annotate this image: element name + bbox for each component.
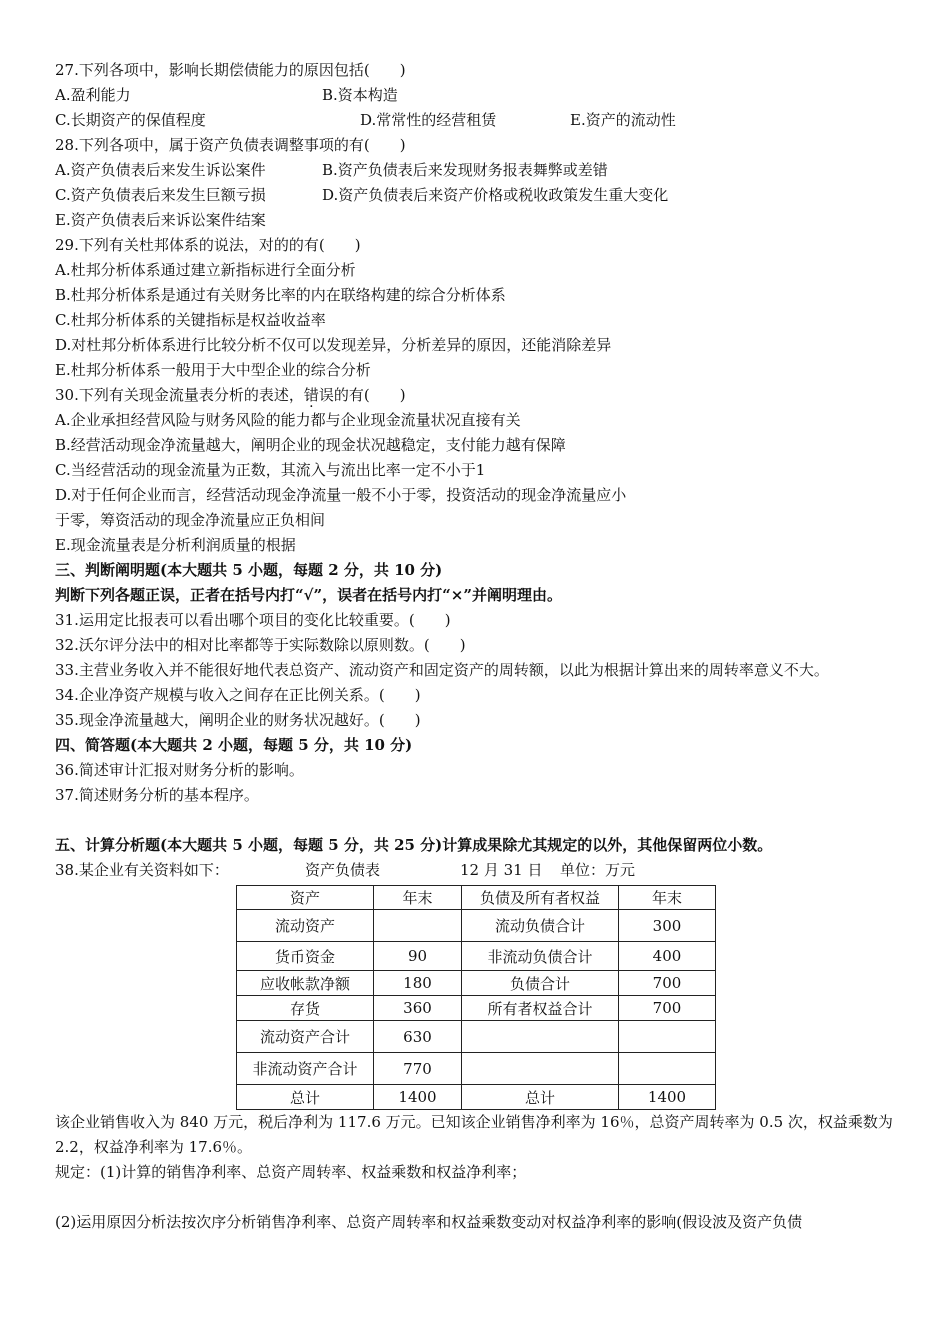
- table-cell: 存货: [237, 996, 374, 1021]
- table-row: [237, 910, 716, 942]
- table-cell: [619, 1021, 716, 1053]
- q30-stem-emphasis: 错: [303, 386, 319, 404]
- table-cell: 630: [374, 1021, 462, 1053]
- section4-title: 四、简答题(本大题共 2 小题，每题 5 分，共 10 分): [55, 736, 413, 754]
- q27-options-row2: [55, 108, 900, 133]
- table-cell: 770: [374, 1053, 462, 1085]
- q35: 35.现金净流量越大，阐明企业的财务状况越好。( ): [55, 711, 421, 729]
- q29-option-b: B.杜邦分析体系是通过有关财务比率的内在联络构建的综合分析体系: [55, 286, 506, 304]
- q28-options-row1: [55, 158, 900, 183]
- q28-option-c: C.资产负债表后来发生巨额亏损: [55, 186, 266, 204]
- q38-intro: 38.某企业有关资料如下：: [55, 861, 229, 879]
- q38-date: 12 月 31 日: [460, 861, 543, 879]
- table-cell: 总计: [237, 1085, 374, 1110]
- q30-option-d-line1: D.对于任何企业而言，经营活动现金净流量一般不小于零，投资活动的现金净流量应小: [55, 486, 627, 504]
- table-cell: 货币资金: [237, 942, 374, 971]
- table-row: [237, 942, 716, 971]
- table-cell: [619, 1053, 716, 1085]
- q29-option-a: A.杜邦分析体系通过建立新指标进行全面分析: [55, 261, 356, 279]
- table-cell: 流动资产: [237, 910, 374, 942]
- q38-requirement-1: 规定：(1)计算的销售净利率、总资产周转率、权益乘数和权益净利率；: [55, 1163, 527, 1181]
- blank-line: [55, 808, 900, 833]
- q38-header: [55, 858, 900, 883]
- q38-requirement-2: (2)运用原因分析法按次序分析销售净利率、总资产周转率和权益乘数变动对权益净利率的影响(假设波及资产负债: [55, 1213, 803, 1231]
- q30-stem: [55, 383, 900, 408]
- q32: 32.沃尔评分法中的相对比率都等于实际数除以原则数。( ): [55, 636, 466, 654]
- q28-options-row2: [55, 183, 900, 208]
- q30-stem-pre: 30.下列有关现金流量表分析的表述，: [55, 386, 304, 404]
- q33: 33.主营业务收入并不能很好地代表总资产、流动资产和固定资产的周转额，以此为根据计算出来的周转率意义不大。: [55, 661, 829, 679]
- table-cell: 负债合计: [462, 971, 619, 996]
- q30-option-c: C.当经营活动的现金流量为正数，其流入与流出比率一定不小于1: [55, 461, 486, 479]
- table-cell: [462, 1021, 619, 1053]
- q30-option-d-line2: 于零，筹资活动的现金净流量应正负相间: [55, 511, 326, 529]
- q28-stem: 28.下列各项中，属于资产负债表调整事项的有( ): [55, 136, 406, 154]
- table-cell: 700: [619, 971, 716, 996]
- table-cell: 应收帐款净额: [237, 971, 374, 996]
- exam-page: [55, 58, 900, 1235]
- q29-option-d: D.对杜邦分析体系进行比较分析不仅可以发现差异，分析差异的原因，还能消除差异: [55, 336, 612, 354]
- q30-stem-post: 误的有( ): [318, 386, 406, 404]
- table-cell: [462, 1053, 619, 1085]
- q30-option-b: B.经营活动现金净流量越大，阐明企业的现金状况越稳定，支付能力越有保障: [55, 436, 566, 454]
- table-row: [237, 1021, 716, 1053]
- table-row: [237, 1085, 716, 1110]
- q28-option-a: A.资产负债表后来发生诉讼案件: [55, 161, 266, 179]
- table-header-cell: 年末: [619, 886, 716, 910]
- table-header-cell: 负债及所有者权益: [462, 886, 619, 910]
- q36: 36.简述审计汇报对财务分析的影响。: [55, 761, 304, 779]
- q27-stem: 27.下列各项中，影响长期偿债能力的原因包括( ): [55, 61, 406, 79]
- q29-stem: 29.下列有关杜邦体系的说法，对的的有( ): [55, 236, 361, 254]
- table-row: [237, 1053, 716, 1085]
- table-cell: 1400: [374, 1085, 462, 1110]
- q28-option-d: D.资产负债表后来资产价格或税收政策发生重大变化: [322, 186, 669, 204]
- table-cell: 所有者权益合计: [462, 996, 619, 1021]
- q31: 31.运用定比报表可以看出哪个项目的变化比较重要。( ): [55, 611, 451, 629]
- table-cell: 360: [374, 996, 462, 1021]
- q27-option-b: B.资本构造: [322, 86, 398, 104]
- q27-option-e: E.资产的流动性: [570, 111, 676, 129]
- section5-title: 五、计算分析题(本大题共 5 小题，每题 5 分，共 25 分)计算成果除尤其规定的以外，其他保留两位小数。: [55, 836, 773, 854]
- q29-option-c: C.杜邦分析体系的关键指标是权益收益率: [55, 311, 326, 329]
- q38-unit: 单位：万元: [560, 861, 636, 879]
- q27-option-d: D.常常性的经营租赁: [360, 111, 497, 129]
- table-cell: 90: [374, 942, 462, 971]
- blank-line: [55, 1185, 900, 1210]
- table-cell: 1400: [619, 1085, 716, 1110]
- q37: 37.简述财务分析的基本程序。: [55, 786, 259, 804]
- table-row: [237, 971, 716, 996]
- table-cell: 总计: [462, 1085, 619, 1110]
- table-cell: 非流动资产合计: [237, 1053, 374, 1085]
- q28-option-b: B.资产负债表后来发现财务报表舞弊或差错: [322, 161, 608, 179]
- q30-option-e: E.现金流量表是分析利润质量的根据: [55, 536, 296, 554]
- q29-option-e: E.杜邦分析体系一般用于大中型企业的综合分析: [55, 361, 371, 379]
- q28-option-e: E.资产负债表后来诉讼案件结案: [55, 211, 266, 229]
- section3-title: 三、判断阐明题(本大题共 5 小题，每题 2 分，共 10 分): [55, 561, 443, 579]
- table-header-cell: 年末: [374, 886, 462, 910]
- table-cell: 流动资产合计: [237, 1021, 374, 1053]
- q38-table-title: 资产负债表: [305, 861, 381, 879]
- table-cell: 180: [374, 971, 462, 996]
- table-header-cell: 资产: [237, 886, 374, 910]
- q27-option-c: C.长期资产的保值程度: [55, 111, 206, 129]
- section3-instruction: 判断下列各题正误，正者在括号内打“√”，误者在括号内打“×”并阐明理由。: [55, 586, 562, 604]
- table-header-row: [237, 886, 716, 910]
- q27-option-a: A.盈利能力: [55, 86, 131, 104]
- table-cell: [374, 910, 462, 942]
- balance-sheet-table: [236, 885, 716, 1110]
- q38-text: 该企业销售收入为 840 万元，税后净利为 117.6 万元。已知该企业销售净利率为 16％，总资产周转率为 0.5 次，权益乘数为 2.2，权益净利率为 17.6％。: [55, 1113, 893, 1156]
- q34: 34.企业净资产规模与收入之间存在正比例关系。( ): [55, 686, 421, 704]
- table-row: [237, 996, 716, 1021]
- q27-options-row1: [55, 83, 900, 108]
- table-cell: 700: [619, 996, 716, 1021]
- q30-option-a: A.企业承担经营风险与财务风险的能力都与企业现金流量状况直接有关: [55, 411, 521, 429]
- table-cell: 300: [619, 910, 716, 942]
- table-cell: 流动负债合计: [462, 910, 619, 942]
- table-cell: 非流动负债合计: [462, 942, 619, 971]
- table-cell: 400: [619, 942, 716, 971]
